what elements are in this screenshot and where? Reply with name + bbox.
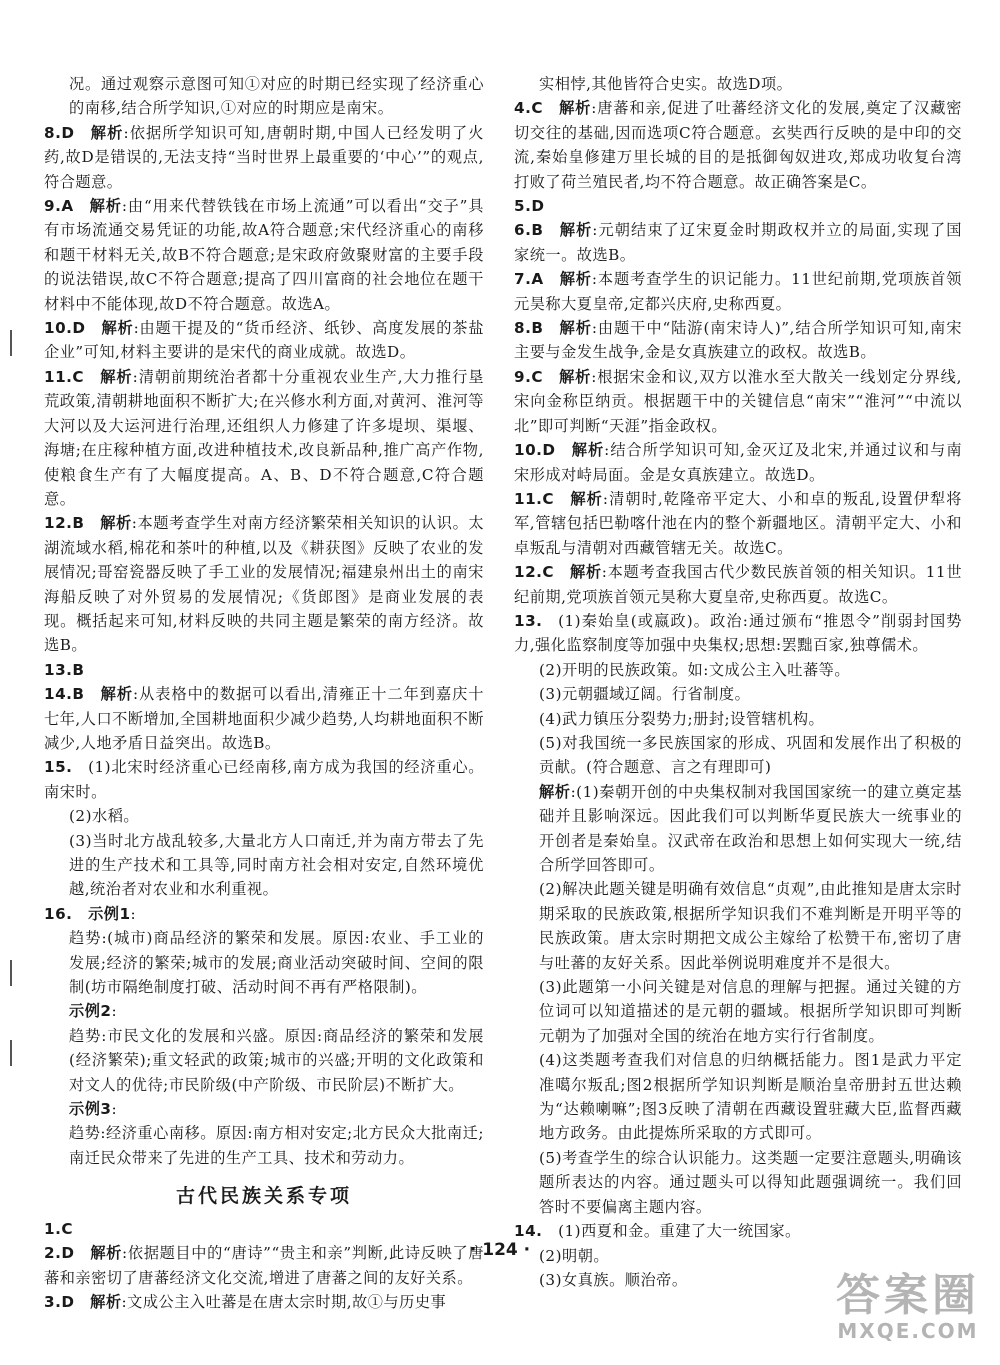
question-number: 8.D bbox=[44, 123, 75, 142]
answer-text: :清朝前期统治者都十分重视农业生产,大力推行垦荒政策,清朝耕地面积不断扩大;在兴修水利方面,对黄河、淮河等大河以及大运河进行治理,还组织人力修建了许多堤坝、渠堰、海塘;在庄稼种植方面,改进种植技术,改良新品种,推广高产作物,使粮食生产有了大幅度提高。A、B、D不符合题意,C符合题意。 bbox=[44, 367, 484, 508]
watermark-logo-text: 答案圈 bbox=[836, 1270, 980, 1321]
answer-text: (3)此题第一小问关键是对信息的理解与把握。通过关键的方位词可以知道描述的是元朝的疆域。根据所学知识即可判断元朝为了加强对全国的统治在地方实行行省制度。 bbox=[539, 978, 962, 1045]
analysis-label: 解析 bbox=[559, 319, 592, 338]
answer-paragraph bbox=[44, 1097, 484, 1121]
analysis-label: 解析 bbox=[90, 1292, 122, 1311]
answer-paragraph bbox=[44, 72, 484, 121]
answer-paragraph bbox=[44, 902, 484, 926]
answer-text: : bbox=[130, 904, 137, 923]
answer-paragraph bbox=[44, 365, 484, 511]
answer-text: 况。通过观察示意图可知①对应的时期已经实现了经济重心的南移,结合所学知识,①对应的时期应是南宋。 bbox=[69, 75, 484, 118]
answer-text: (4)这类题考查我们对信息的归纳概括能力。图1是武力平定准噶尔叛乱;图2根据所学知识判断是顺治皇帝册封五世达赖为“达赖喇嘛”;图3反映了清朝在西藏设置驻藏大臣,监督西藏地方政务。由此提炼所采取的方式即可。 bbox=[539, 1051, 962, 1143]
answer-paragraph bbox=[514, 487, 962, 560]
answer-text: 实相悖,其他皆符合史实。故选D项。 bbox=[539, 75, 793, 93]
answer-paragraph bbox=[514, 658, 962, 682]
analysis-label: 解析 bbox=[539, 782, 571, 801]
answer-paragraph bbox=[44, 755, 484, 804]
question-number: 1.C bbox=[44, 1219, 73, 1238]
analysis-label: 解析 bbox=[99, 367, 133, 386]
analysis-label: 示例2 bbox=[69, 1002, 112, 1021]
answer-paragraph bbox=[514, 1048, 962, 1146]
analysis-label: 解析 bbox=[100, 514, 132, 533]
answer-text: :由“用来代替铁钱在市场上流通”可以看出“交子”具有市场流通交易凭证的功能,故A符合题意;宋代经济重心的南移和题干材料无关,故B不符合题意;是宋政府敛聚财富的主要手段的说法错误,故C不符合题意;提高了四川富商的社会地位在题干材料中不能体现,故D不符合题意。故选A。 bbox=[44, 197, 484, 313]
answer-text: : bbox=[111, 1002, 118, 1021]
analysis-label: 解析 bbox=[569, 563, 602, 582]
question-number: 3.D bbox=[44, 1292, 75, 1311]
watermark bbox=[836, 1270, 980, 1343]
analysis-label: 解析 bbox=[571, 441, 605, 460]
answer-paragraph bbox=[514, 365, 962, 438]
question-number: 9.C bbox=[514, 367, 543, 386]
answer-text: :唐蕃和亲,促进了吐蕃经济文化的发展,奠定了汉藏密切交往的基础,因而选项C符合题意。玄奘西行反映的是中印的交流,秦始皇修建万里长城的目的是抵御匈奴进攻,郑成功收复台湾打败了荷兰殖民者,均不符合题意。故正确答案是C。 bbox=[514, 99, 962, 191]
margin-mark bbox=[10, 960, 12, 986]
answer-paragraph bbox=[514, 707, 962, 731]
answer-text: (3)当时北方战乱较多,大量北方人口南迁,并为南方带去了先进的生产技术和工具等,同时南方社会相对安定,自然环境优越,统治者对农业和水利重视。 bbox=[69, 831, 484, 899]
answer-paragraph bbox=[514, 194, 962, 218]
answer-text: :根据宋金和议,双方以淮水至大散关一线划定分界线,宋向金称臣纳贡。根据题干中的关键信息“南宋”“淮河”“中流以北”即可判断“天涯”指金政权。 bbox=[514, 367, 962, 435]
answer-text: (5)考查学生的综合认识能力。这类题一定要注意题头,明确该题所表达的内容。通过题头可以得知此题强调统一。我们回答时不要偏离主题内容。 bbox=[539, 1148, 962, 1216]
question-number: 2.D bbox=[44, 1244, 75, 1263]
question-number: 13. bbox=[514, 611, 543, 630]
analysis-label: 示例3 bbox=[69, 1100, 112, 1119]
question-number: 10.D bbox=[44, 319, 86, 338]
answer-paragraph bbox=[514, 780, 962, 878]
page-number: · 124 · bbox=[469, 1240, 531, 1260]
question-number: 8.B bbox=[514, 319, 544, 338]
answer-text: (2)解决此题关键是明确有效信息“贞观”,由此推知是唐太宗时期采取的民族政策,根据所学知识我们不难判断是开明平等的民族政策。唐太宗时期把文成公主嫁给了松赞干布,密切了唐与吐蕃的友好关系。因此举例说明难度并不是很大。 bbox=[539, 880, 962, 972]
answer-text: :元朝结束了辽宋夏金时期政权并立的局面,实现了国家统一。故选B。 bbox=[514, 221, 962, 264]
answer-paragraph bbox=[514, 560, 962, 609]
answer-paragraph bbox=[44, 1217, 484, 1241]
answer-text: (3)元朝疆域辽阔。行省制度。 bbox=[539, 685, 751, 704]
analysis-label: 解析 bbox=[90, 1244, 123, 1263]
answer-text: (2)水稻。 bbox=[69, 807, 140, 826]
answer-paragraph bbox=[44, 1290, 484, 1314]
answer-text: (1)西夏和金。重建了大一统国家。 bbox=[558, 1222, 801, 1241]
answer-text: :由题干中“陆游(南宋诗人)”,结合所学知识可知,南宋主要与金发生战争,金是女真族建立的政权。故选B。 bbox=[514, 319, 963, 362]
answer-paragraph bbox=[514, 682, 962, 706]
answer-paragraph bbox=[514, 731, 962, 780]
analysis-label: 解析 bbox=[558, 99, 592, 118]
answer-text: :本题考查学生对南方经济繁荣相关知识的认识。太湖流域水稻,棉花和茶叶的种植,以及《耕获图》反映了农业的发展情况;哥窑瓷器反映了手工业的发展情况;福建泉州出土的南宋海船反映了对外贸易的发展情况;《货郎图》是商业发展的表现。概括起来可知,材料反映的共同主题是繁荣的南方经济。故选B。 bbox=[44, 514, 485, 655]
question-number: 15. bbox=[44, 758, 73, 777]
analysis-label: 解析 bbox=[101, 319, 134, 338]
answer-text: 趋势:经济重心南移。原因:南方相对安定;北方民众大批南迁;南迁民众带来了先进的生产工具、技术和劳动力。 bbox=[69, 1124, 484, 1167]
question-number: 14.B bbox=[44, 685, 85, 704]
analysis-label: 解析 bbox=[559, 221, 593, 240]
answer-text: :清朝时,乾隆帝平定大、小和卓的叛乱,设置伊犁将军,管辖包括巴勒喀什池在内的整个新疆地区。清朝平定大、小和卓叛乱与清朝对西藏管辖无关。故选C。 bbox=[514, 489, 962, 557]
answer-text: :从表格中的数据可以看出,清雍正十二年到嘉庆十七年,人口不断增加,全国耕地面积少减少趋势,人均耕地面积不断减少,人地矛盾日益突出。故选B。 bbox=[44, 685, 484, 752]
answer-paragraph bbox=[514, 609, 962, 658]
answer-text: 趋势:市民文化的发展和兴盛。原因:商品经济的繁荣和发展(经济繁荣);重文轻武的政策;城市的兴盛;开明的文化政策和对文人的优待;市民阶级(中产阶级、市民阶层)不断扩大。 bbox=[69, 1026, 484, 1094]
analysis-label: 解析 bbox=[569, 489, 603, 508]
watermark-url: MXQE.COM bbox=[837, 1319, 979, 1343]
analysis-label: 解析 bbox=[559, 270, 592, 289]
question-number: 11.C bbox=[44, 367, 85, 386]
answer-paragraph bbox=[44, 194, 484, 316]
margin-mark bbox=[10, 330, 12, 356]
answer-paragraph bbox=[514, 72, 962, 96]
answer-text: :本题考查我国古代少数民族首领的相关知识。11世纪前期,党项族首领元昊称大夏皇帝,史称西夏。故选C。 bbox=[514, 563, 963, 606]
question-number: 10.D bbox=[514, 441, 556, 460]
answer-paragraph bbox=[44, 1121, 484, 1170]
answer-text: (1)北宋时经济重心已经南移,南方成为我国的经济重心。南宋时。 bbox=[44, 758, 484, 801]
answer-paragraph bbox=[44, 511, 484, 657]
answer-paragraph bbox=[514, 877, 962, 975]
analysis-label: 解析 bbox=[100, 685, 133, 704]
answer-paragraph bbox=[44, 682, 484, 755]
margin-mark bbox=[10, 1040, 12, 1066]
answer-text: :本题考查学生的识记能力。11世纪前期,党项族首领元昊称大夏皇帝,定都兴庆府,史称西夏。 bbox=[514, 270, 962, 313]
answer-paragraph bbox=[44, 658, 484, 682]
answer-paragraph bbox=[514, 96, 962, 194]
section-heading: 古代民族关系专项 bbox=[175, 1185, 352, 1208]
left-column bbox=[44, 72, 484, 1314]
answer-paragraph bbox=[44, 804, 484, 828]
answer-text: (1)秦始皇(或嬴政)。政治:通过颁布“推恩令”削弱封国势力,强化监察制度等加强中央集权;思想:罢黜百家,独尊儒术。 bbox=[514, 611, 962, 655]
answer-text: :文成公主入吐蕃是在唐太宗时期,故①与历史事 bbox=[121, 1292, 447, 1311]
answer-paragraph bbox=[44, 1024, 484, 1097]
answer-text: :结合所学知识可知,金灭辽及北宋,并通过议和与南宋形成对峙局面。金是女真族建立。故选D。 bbox=[514, 441, 963, 484]
answer-paragraph bbox=[514, 218, 962, 267]
question-number: 5.D bbox=[514, 197, 545, 216]
right-column bbox=[514, 72, 962, 1292]
question-number: 14. bbox=[514, 1222, 543, 1241]
question-number: 12.B bbox=[44, 514, 85, 533]
analysis-label: 解析 bbox=[89, 197, 122, 216]
answer-paragraph bbox=[514, 267, 962, 316]
question-number: 9.A bbox=[44, 197, 74, 216]
answer-paragraph bbox=[44, 829, 484, 902]
question-number: 11.C bbox=[514, 489, 555, 508]
answer-text: :由题干提及的“货币经济、纸钞、高度发展的茶盐企业”可知,材料主要讲的是宋代的商业成就。故选D。 bbox=[44, 319, 485, 362]
answer-text: :(1)秦朝开创的中央集权制对我国国家统一的建立奠定基础并且影响深远。因此我们可以判断华夏民族大一统事业的开创者是秦始皇。汉武帝在政治和思想上如何实现大一统,结合所学回答即可。 bbox=[539, 782, 963, 874]
answer-paragraph bbox=[514, 975, 962, 1048]
answer-text: :依据所学知识可知,唐朝时期,中国人已经发明了火药,故D是错误的,无法支持“当时世界上最重要的‘中心’”的观点,符合题意。 bbox=[44, 123, 484, 191]
answer-text: (2)明朝。 bbox=[539, 1246, 610, 1265]
question-number: 6.B bbox=[514, 221, 544, 240]
answer-paragraph bbox=[44, 926, 484, 999]
question-number: 16. bbox=[44, 904, 73, 923]
answer-paragraph bbox=[514, 1146, 962, 1219]
question-number: 12.C bbox=[514, 563, 555, 582]
answer-text: :依据题目中的“唐诗”“贵主和亲”判断,此诗反映了唐蕃和亲密切了唐蕃经济文化交流,增进了唐蕃之间的友好关系。 bbox=[44, 1244, 484, 1287]
analysis-label: 解析 bbox=[90, 123, 124, 142]
answer-text: (5)对我国统一多民族国家的形成、巩固和发展作出了积极的贡献。(符合题意、言之有理即可) bbox=[539, 733, 962, 777]
analysis-label: 示例1 bbox=[88, 904, 131, 923]
answer-paragraph bbox=[514, 438, 962, 487]
answer-paragraph bbox=[44, 121, 484, 194]
answer-paragraph bbox=[514, 316, 962, 365]
answer-paragraph bbox=[44, 999, 484, 1023]
question-number: 4.C bbox=[514, 99, 543, 118]
question-number: 7.A bbox=[514, 270, 544, 289]
question-number: 13.B bbox=[44, 660, 85, 679]
answer-text: (4)武力镇压分裂势力;册封;设管辖机构。 bbox=[539, 709, 825, 728]
answer-text: 趋势:(城市)商品经济的繁荣和发展。原因:农业、手工业的发展;经济的繁荣;城市的发展;商业活动突破时间、空间的限制(坊市隔绝制度打破、活动时间不再有严格限制)。 bbox=[69, 929, 484, 997]
answer-text: (2)开明的民族政策。如:文成公主入吐蕃等。 bbox=[539, 660, 851, 679]
analysis-label: 解析 bbox=[558, 367, 592, 386]
answer-text: (3)女真族。顺治帝。 bbox=[539, 1270, 688, 1289]
answer-paragraph bbox=[44, 316, 484, 365]
answer-text: : bbox=[111, 1100, 118, 1119]
